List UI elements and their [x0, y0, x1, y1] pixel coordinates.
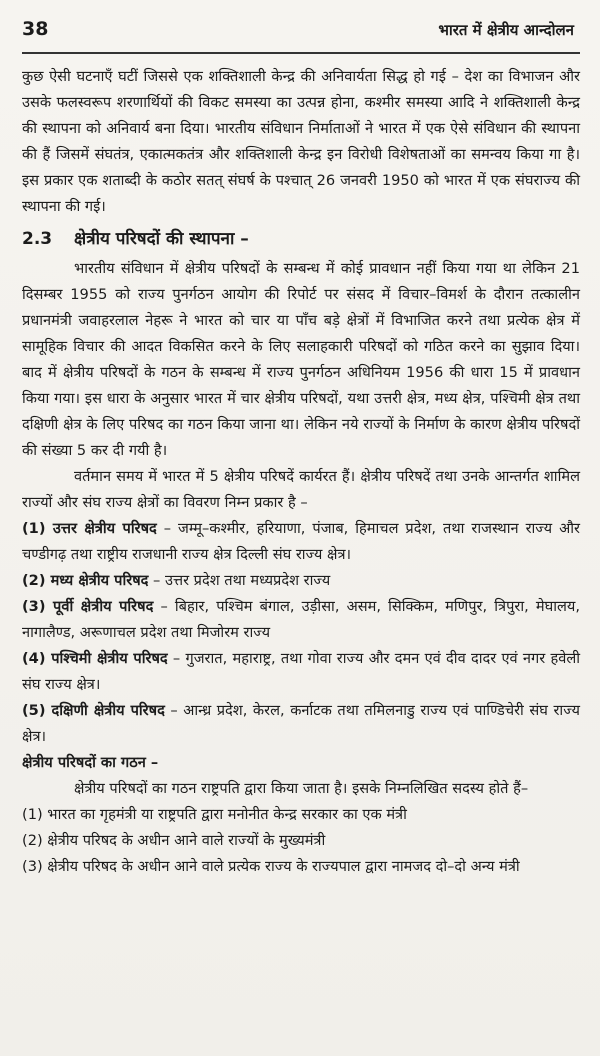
region-text: – बिहार, पश्चिम बंगाल, उड़ीसा, असम, सिक्किम, मणिपुर, त्रिपुरा, मेघालय, नागालैण्ड, अरूणाचल प्रदेश तथा मिजोरम राज्य [22, 598, 580, 641]
section-number: 2.3 [22, 229, 53, 249]
composition-paragraph: क्षेत्रीय परिषदों का गठन राष्ट्रपति द्वारा किया जाता है। इसके निम्नलिखित सदस्य होते हैं– [74, 780, 529, 797]
region-entry-central [22, 568, 580, 594]
region-label: (1) उत्तर क्षेत्रीय परिषद [22, 520, 157, 537]
page-number: 38 [22, 18, 49, 40]
member-item: (2) क्षेत्रीय परिषद के अधीन आने वाले राज्यों के मुख्यमंत्री [22, 832, 326, 849]
current-status-paragraph: वर्तमान समय में भारत में 5 क्षेत्रीय परिषदें कार्यरत हैं। क्षेत्रीय परिषदें तथा उनके आन्तर्गत शामिल राज्यों और संघ राज्य क्षेत्रों का विवरण निम्न प्रकार है – [22, 468, 580, 511]
running-header [22, 18, 580, 54]
region-text: – गुजरात, महाराष्ट्र, तथा गोवा राज्य और दमन एवं दीव दादर एवं नगर हवेली संघ राज्य क्षेत्र। [22, 650, 580, 693]
running-title: भारत में क्षेत्रीय आन्दोलन [438, 21, 574, 39]
region-entry-south [22, 698, 580, 750]
member-item: (3) क्षेत्रीय परिषद के अधीन आने वाले प्रत्येक राज्य के राज्यपाल द्वारा नामजद दो–दो अन्य मंत्री [22, 858, 520, 875]
region-entry-west [22, 646, 580, 698]
region-label: (4) पश्चिमी क्षेत्रीय परिषद [22, 650, 168, 667]
region-label: (2) मध्य क्षेत्रीय परिषद [22, 572, 149, 589]
region-entry-east [22, 594, 580, 646]
section-heading [22, 223, 580, 255]
section-title: क्षेत्रीय परिषदों की स्थापना – [74, 229, 249, 249]
region-entry-north [22, 516, 580, 568]
region-label: (5) दक्षिणी क्षेत्रीय परिषद [22, 702, 165, 719]
region-text: – उत्तर प्रदेश तथा मध्यप्रदेश राज्य [148, 572, 331, 589]
intro-paragraph: कुछ ऐसी घटनाएँ घटीं जिससे एक शक्तिशाली केन्द्र की अनिवार्यता सिद्ध हो गई – देश का विभाजन और उसके फलस्वरूप शरणार्थियों की विकट समस्या का उत्पन्न होना, कश्मीर समस्या आदि ने शक्तिशाली केन्द्र की स्थापना को अनिवार्य बना दिया। भारतीय संविधान निर्माताओं ने भारत में एक ऐसे संविधान की स्थापना की हैं जिसमें संघतंत्र, एकात्मकतंत्र और शक्तिशाली केन्द्र इन विरोधी विशेषताओं का समन्वय किया गा है। इस प्रकार एक शताब्दी के कठोर सतत् संघर्ष के पश्चात् 26 जनवरी 1950 को भारत में एक संघराज्य की स्थापना की गई। [22, 68, 580, 215]
region-label: (3) पूर्वी क्षेत्रीय परिषद [22, 598, 154, 615]
composition-heading: क्षेत्रीय परिषदों का गठन – [22, 754, 159, 771]
region-text: – जम्मू–कश्मीर, हरियाणा, पंजाब, हिमाचल प्रदेश, तथा राजस्थान राज्य और चण्डीगढ़ तथा राष्ट्रीय राजधानी राज्य क्षेत्र दिल्ली संघ राज्य क्षेत्र। [22, 520, 580, 563]
member-item: (1) भारत का गृहमंत्री या राष्ट्रपति द्वारा मनोनीत केन्द्र सरकार का एक मंत्री [22, 806, 407, 823]
section-paragraph: भारतीय संविधान में क्षेत्रीय परिषदों के सम्बन्ध में कोई प्रावधान नहीं किया गया था लेकिन 21 दिसम्बर 1955 को राज्य पुनर्गठन आयोग की रिपोर्ट पर संसद में विचार–विमर्श के दौरान तत्कालीन प्रधानमंत्री जवाहरलाल नेहरू ने भारत को चार या पाँच बड़े क्षेत्रों में विभाजित करने तथा प्रत्येक क्षेत्र में सामूहिक विचार की आदत विकसित करने के लिए सलाहकारी परिषदों को गठित करने का सुझाव दिया। बाद में क्षेत्रीय परिषदों के गठन के सम्बन्ध में राज्य पुनर्गठन अधिनियम 1956 की धारा 15 में प्रावधान किया गया। इस धारा के अनुसार भारत में चार क्षेत्रीय परिषदों, यथा उत्तरी क्षेत्र, मध्य क्षेत्र, पश्चिमी क्षेत्र तथा दक्षिणी क्षेत्र के लिए परिषद का गठन किया जाना था। लेकिन नये राज्यों के निर्माण के कारण क्षेत्रीय परिषदों की संख्या 5 कर दी गयी है। [22, 260, 580, 459]
region-text: – आन्ध्र प्रदेश, केरल, कर्नाटक तथा तमिलनाडु राज्य एवं पाण्डिचेरी संघ राज्य क्षेत्र। [22, 702, 581, 745]
